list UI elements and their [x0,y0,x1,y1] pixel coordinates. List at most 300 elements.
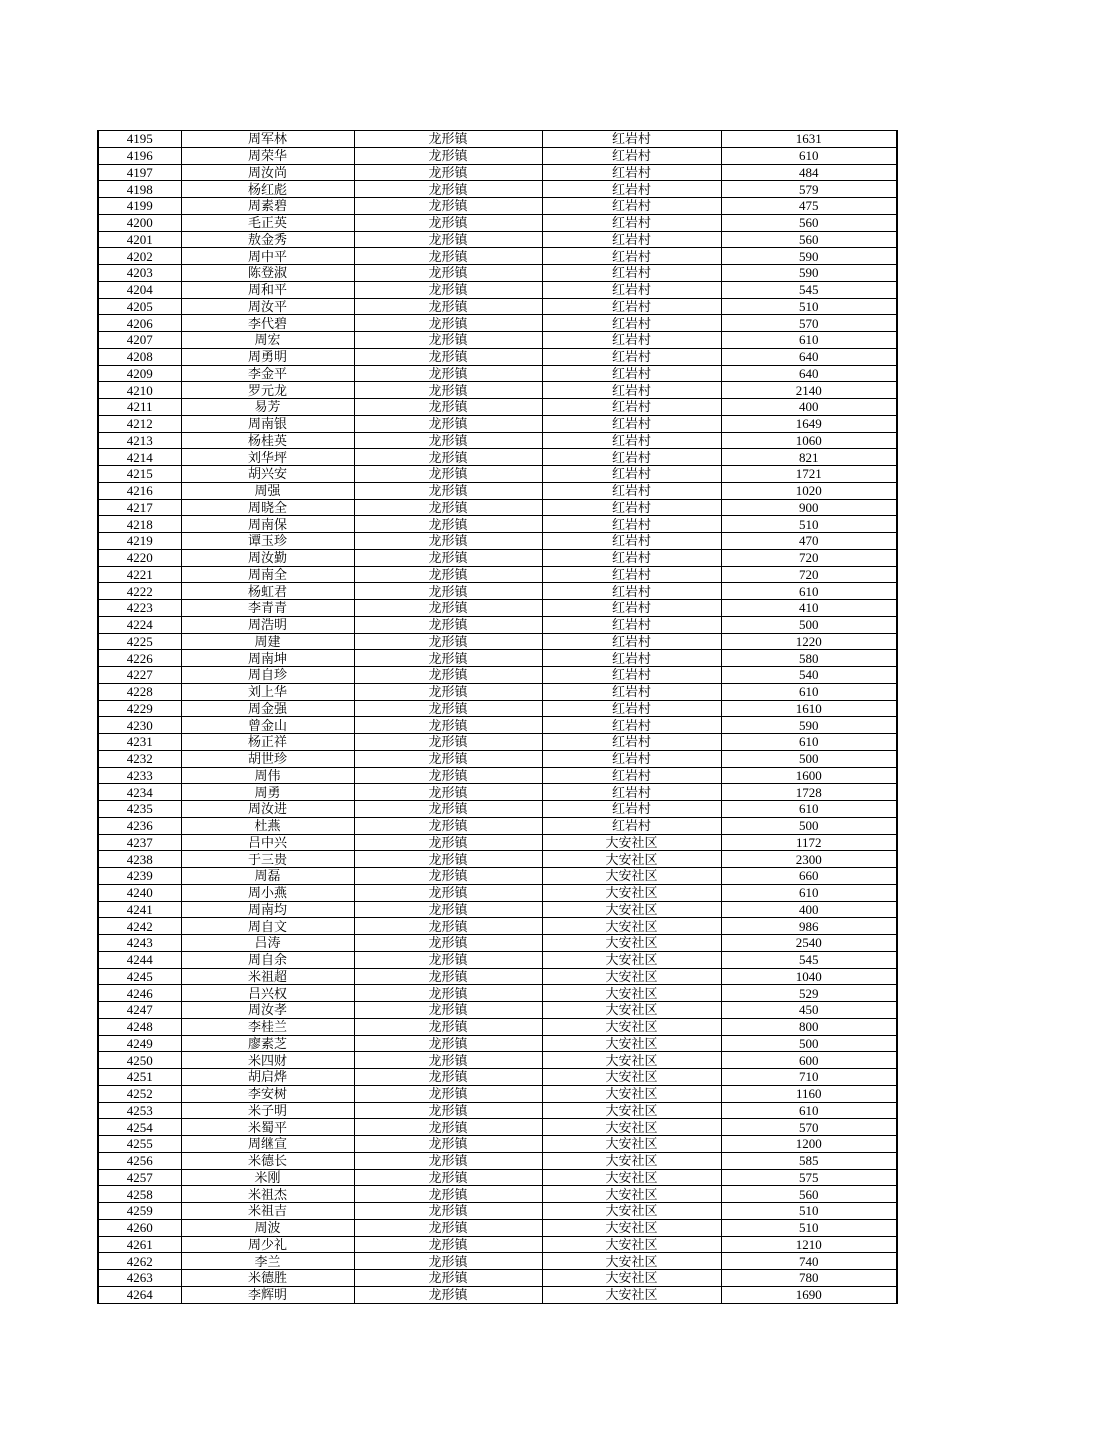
village-cell: 红岩村 [542,164,721,181]
town-cell: 龙形镇 [354,281,542,298]
name-cell: 米祖吉 [181,1203,354,1220]
town-cell: 龙形镇 [354,198,542,215]
town-cell: 龙形镇 [354,583,542,600]
village-cell: 红岩村 [542,131,721,148]
table-row [98,382,897,399]
village-cell: 红岩村 [542,801,721,818]
amount-cell: 1600 [721,767,897,784]
amount-cell: 610 [721,734,897,751]
table-row [98,834,897,851]
amount-cell: 1172 [721,834,897,851]
row-number-cell: 4252 [98,1085,181,1102]
village-cell: 红岩村 [542,281,721,298]
row-number-cell: 4234 [98,784,181,801]
row-number-cell: 4209 [98,365,181,382]
row-number-cell: 4250 [98,1052,181,1069]
table-row [98,784,897,801]
table-row [98,466,897,483]
village-cell: 红岩村 [542,315,721,332]
village-cell: 红岩村 [542,231,721,248]
town-cell: 龙形镇 [354,432,542,449]
name-cell: 杨虹君 [181,583,354,600]
table-row [98,1052,897,1069]
town-cell: 龙形镇 [354,181,542,198]
name-cell: 周波 [181,1219,354,1236]
name-cell: 周汝勤 [181,549,354,566]
amount-cell: 545 [721,281,897,298]
table-row [98,968,897,985]
name-cell: 罗元龙 [181,382,354,399]
table-row [98,365,897,382]
row-number-cell: 4221 [98,566,181,583]
amount-cell: 580 [721,650,897,667]
village-cell: 大安社区 [542,951,721,968]
town-cell: 龙形镇 [354,734,542,751]
amount-cell: 545 [721,951,897,968]
village-cell: 红岩村 [542,549,721,566]
row-number-cell: 4236 [98,817,181,834]
table-row [98,147,897,164]
name-cell: 李金平 [181,365,354,382]
table-row [98,1085,897,1102]
amount-cell: 1210 [721,1236,897,1253]
table-row [98,432,897,449]
table-row [98,683,897,700]
table-row [98,1119,897,1136]
village-cell: 大安社区 [542,884,721,901]
table-row [98,298,897,315]
town-cell: 龙形镇 [354,901,542,918]
village-cell: 大安社区 [542,935,721,952]
row-number-cell: 4262 [98,1253,181,1270]
village-cell: 红岩村 [542,382,721,399]
row-number-cell: 4244 [98,951,181,968]
table-row [98,164,897,181]
amount-cell: 1060 [721,432,897,449]
amount-cell: 570 [721,315,897,332]
amount-cell: 510 [721,1203,897,1220]
town-cell: 龙形镇 [354,248,542,265]
table-row [98,985,897,1002]
town-cell: 龙形镇 [354,147,542,164]
row-number-cell: 4225 [98,633,181,650]
row-number-cell: 4242 [98,918,181,935]
table-row [98,1236,897,1253]
table-row [98,901,897,918]
town-cell: 龙形镇 [354,516,542,533]
town-cell: 龙形镇 [354,750,542,767]
table-row [98,600,897,617]
row-number-cell: 4227 [98,667,181,684]
name-cell: 周南坤 [181,650,354,667]
row-number-cell: 4223 [98,600,181,617]
table-row [98,1203,897,1220]
village-cell: 红岩村 [542,767,721,784]
village-cell: 红岩村 [542,667,721,684]
town-cell: 龙形镇 [354,164,542,181]
town-cell: 龙形镇 [354,415,542,432]
village-cell: 红岩村 [542,399,721,416]
village-cell: 大安社区 [542,1085,721,1102]
amount-cell: 600 [721,1052,897,1069]
amount-cell: 610 [721,683,897,700]
amount-cell: 2540 [721,935,897,952]
amount-cell: 560 [721,1186,897,1203]
row-number-cell: 4200 [98,214,181,231]
row-number-cell: 4201 [98,231,181,248]
table-row [98,918,897,935]
name-cell: 易芳 [181,399,354,416]
village-cell: 红岩村 [542,516,721,533]
row-number-cell: 4196 [98,147,181,164]
village-cell: 红岩村 [542,734,721,751]
name-cell: 周和平 [181,281,354,298]
name-cell: 周宏 [181,332,354,349]
town-cell: 龙形镇 [354,700,542,717]
town-cell: 龙形镇 [354,1270,542,1287]
town-cell: 龙形镇 [354,1286,542,1303]
name-cell: 周素碧 [181,198,354,215]
row-number-cell: 4245 [98,968,181,985]
name-cell: 周伟 [181,767,354,784]
town-cell: 龙形镇 [354,1236,542,1253]
row-number-cell: 4205 [98,298,181,315]
amount-cell: 720 [721,566,897,583]
name-cell: 周晓全 [181,499,354,516]
name-cell: 米刚 [181,1169,354,1186]
town-cell: 龙形镇 [354,633,542,650]
name-cell: 胡兴安 [181,466,354,483]
name-cell: 周强 [181,482,354,499]
row-number-cell: 4247 [98,1002,181,1019]
town-cell: 龙形镇 [354,1035,542,1052]
town-cell: 龙形镇 [354,717,542,734]
name-cell: 廖素芝 [181,1035,354,1052]
row-number-cell: 4240 [98,884,181,901]
town-cell: 龙形镇 [354,600,542,617]
village-cell: 大安社区 [542,834,721,851]
amount-cell: 986 [721,918,897,935]
row-number-cell: 4249 [98,1035,181,1052]
row-number-cell: 4210 [98,382,181,399]
table-row [98,332,897,349]
table-row [98,533,897,550]
town-cell: 龙形镇 [354,449,542,466]
row-number-cell: 4239 [98,868,181,885]
table-row [98,884,897,901]
row-number-cell: 4207 [98,332,181,349]
village-cell: 大安社区 [542,1186,721,1203]
town-cell: 龙形镇 [354,683,542,700]
table-row [98,1136,897,1153]
name-cell: 吕中兴 [181,834,354,851]
amount-cell: 1020 [721,482,897,499]
amount-cell: 821 [721,449,897,466]
town-cell: 龙形镇 [354,616,542,633]
table-row [98,583,897,600]
name-cell: 杨桂英 [181,432,354,449]
name-cell: 周勇明 [181,348,354,365]
village-cell: 大安社区 [542,1286,721,1303]
village-cell: 红岩村 [542,265,721,282]
table-row [98,1286,897,1303]
village-cell: 大安社区 [542,1169,721,1186]
town-cell: 龙形镇 [354,1119,542,1136]
table-row [98,1169,897,1186]
row-number-cell: 4261 [98,1236,181,1253]
table-row [98,214,897,231]
amount-cell: 529 [721,985,897,1002]
name-cell: 米德胜 [181,1270,354,1287]
row-number-cell: 4232 [98,750,181,767]
table-row [98,131,897,148]
row-number-cell: 4208 [98,348,181,365]
amount-cell: 1220 [721,633,897,650]
name-cell: 陈登淑 [181,265,354,282]
name-cell: 于三贵 [181,851,354,868]
amount-cell: 660 [721,868,897,885]
town-cell: 龙形镇 [354,1069,542,1086]
town-cell: 龙形镇 [354,834,542,851]
row-number-cell: 4211 [98,399,181,416]
amount-cell: 610 [721,332,897,349]
table-row [98,516,897,533]
row-number-cell: 4241 [98,901,181,918]
amount-cell: 740 [721,1253,897,1270]
name-cell: 周中平 [181,248,354,265]
table-row [98,1270,897,1287]
name-cell: 周汝孝 [181,1002,354,1019]
town-cell: 龙形镇 [354,1152,542,1169]
amount-cell: 1040 [721,968,897,985]
table-row [98,851,897,868]
town-cell: 龙形镇 [354,1085,542,1102]
amount-cell: 1690 [721,1286,897,1303]
row-number-cell: 4230 [98,717,181,734]
amount-cell: 1200 [721,1136,897,1153]
table-row [98,499,897,516]
town-cell: 龙形镇 [354,884,542,901]
table-row [98,1035,897,1052]
name-cell: 刘上华 [181,683,354,700]
row-number-cell: 4257 [98,1169,181,1186]
town-cell: 龙形镇 [354,315,542,332]
table-row [98,181,897,198]
village-cell: 大安社区 [542,1018,721,1035]
table-row [98,868,897,885]
table-row [98,750,897,767]
village-cell: 红岩村 [542,181,721,198]
town-cell: 龙形镇 [354,817,542,834]
town-cell: 龙形镇 [354,499,542,516]
table-row [98,1102,897,1119]
name-cell: 李辉明 [181,1286,354,1303]
amount-cell: 800 [721,1018,897,1035]
amount-cell: 510 [721,1219,897,1236]
amount-cell: 1728 [721,784,897,801]
town-cell: 龙形镇 [354,1203,542,1220]
table-row [98,549,897,566]
village-cell: 大安社区 [542,918,721,935]
village-cell: 红岩村 [542,616,721,633]
table-row [98,399,897,416]
row-number-cell: 4212 [98,415,181,432]
table-row [98,348,897,365]
table-row [98,1069,897,1086]
row-number-cell: 4260 [98,1219,181,1236]
table-row [98,198,897,215]
amount-cell: 590 [721,248,897,265]
town-cell: 龙形镇 [354,399,542,416]
row-number-cell: 4195 [98,131,181,148]
town-cell: 龙形镇 [354,466,542,483]
village-cell: 大安社区 [542,1253,721,1270]
amount-cell: 500 [721,1035,897,1052]
amount-cell: 560 [721,214,897,231]
amount-cell: 1631 [721,131,897,148]
row-number-cell: 4226 [98,650,181,667]
village-cell: 大安社区 [542,1270,721,1287]
table-row [98,616,897,633]
table-row [98,700,897,717]
table-row [98,566,897,583]
row-number-cell: 4197 [98,164,181,181]
amount-cell: 475 [721,198,897,215]
row-number-cell: 4238 [98,851,181,868]
village-cell: 红岩村 [542,533,721,550]
village-cell: 红岩村 [542,298,721,315]
town-cell: 龙形镇 [354,784,542,801]
row-number-cell: 4237 [98,834,181,851]
table-row [98,482,897,499]
row-number-cell: 4202 [98,248,181,265]
town-cell: 龙形镇 [354,265,542,282]
name-cell: 李青青 [181,600,354,617]
row-number-cell: 4243 [98,935,181,952]
amount-cell: 570 [721,1119,897,1136]
village-cell: 大安社区 [542,1002,721,1019]
table-row [98,951,897,968]
town-cell: 龙形镇 [354,382,542,399]
name-cell: 米德长 [181,1152,354,1169]
row-number-cell: 4251 [98,1069,181,1086]
table-row [98,265,897,282]
village-cell: 大安社区 [542,1035,721,1052]
name-cell: 李代碧 [181,315,354,332]
amount-cell: 1721 [721,466,897,483]
amount-cell: 1610 [721,700,897,717]
town-cell: 龙形镇 [354,1018,542,1035]
town-cell: 龙形镇 [354,231,542,248]
village-cell: 大安社区 [542,868,721,885]
town-cell: 龙形镇 [354,1136,542,1153]
name-cell: 周荣华 [181,147,354,164]
town-cell: 龙形镇 [354,566,542,583]
name-cell: 周南均 [181,901,354,918]
amount-cell: 1649 [721,415,897,432]
row-number-cell: 4259 [98,1203,181,1220]
table-row [98,801,897,818]
row-number-cell: 4264 [98,1286,181,1303]
name-cell: 周金强 [181,700,354,717]
row-number-cell: 4233 [98,767,181,784]
town-cell: 龙形镇 [354,985,542,1002]
amount-cell: 640 [721,365,897,382]
village-cell: 大安社区 [542,1136,721,1153]
amount-cell: 610 [721,801,897,818]
row-number-cell: 4198 [98,181,181,198]
name-cell: 周小燕 [181,884,354,901]
amount-cell: 1160 [721,1085,897,1102]
table-row [98,315,897,332]
row-number-cell: 4248 [98,1018,181,1035]
village-cell: 大安社区 [542,968,721,985]
town-cell: 龙形镇 [354,1253,542,1270]
row-number-cell: 4220 [98,549,181,566]
village-cell: 红岩村 [542,717,721,734]
amount-cell: 710 [721,1069,897,1086]
village-cell: 红岩村 [542,700,721,717]
amount-cell: 585 [721,1152,897,1169]
amount-cell: 500 [721,616,897,633]
amount-cell: 2140 [721,382,897,399]
village-cell: 红岩村 [542,332,721,349]
name-cell: 周勇 [181,784,354,801]
town-cell: 龙形镇 [354,935,542,952]
town-cell: 龙形镇 [354,667,542,684]
name-cell: 周南全 [181,566,354,583]
name-cell: 米祖杰 [181,1186,354,1203]
amount-cell: 720 [721,549,897,566]
row-number-cell: 4214 [98,449,181,466]
village-cell: 红岩村 [542,365,721,382]
name-cell: 吕涛 [181,935,354,952]
amount-cell: 640 [721,348,897,365]
data-table [97,130,898,1304]
table-row [98,449,897,466]
table-row [98,633,897,650]
town-cell: 龙形镇 [354,298,542,315]
name-cell: 毛正英 [181,214,354,231]
name-cell: 谭玉珍 [181,533,354,550]
row-number-cell: 4255 [98,1136,181,1153]
name-cell: 周南银 [181,415,354,432]
village-cell: 红岩村 [542,449,721,466]
village-cell: 大安社区 [542,851,721,868]
row-number-cell: 4218 [98,516,181,533]
amount-cell: 450 [721,1002,897,1019]
town-cell: 龙形镇 [354,482,542,499]
row-number-cell: 4213 [98,432,181,449]
row-number-cell: 4256 [98,1152,181,1169]
town-cell: 龙形镇 [354,1002,542,1019]
village-cell: 红岩村 [542,198,721,215]
table-row [98,667,897,684]
row-number-cell: 4235 [98,801,181,818]
village-cell: 大安社区 [542,901,721,918]
village-cell: 大安社区 [542,1102,721,1119]
table-row [98,248,897,265]
row-number-cell: 4231 [98,734,181,751]
table-row [98,767,897,784]
table-row [98,817,897,834]
village-cell: 红岩村 [542,248,721,265]
village-cell: 红岩村 [542,499,721,516]
name-cell: 米祖超 [181,968,354,985]
village-cell: 大安社区 [542,1236,721,1253]
name-cell: 刘华坪 [181,449,354,466]
town-cell: 龙形镇 [354,951,542,968]
